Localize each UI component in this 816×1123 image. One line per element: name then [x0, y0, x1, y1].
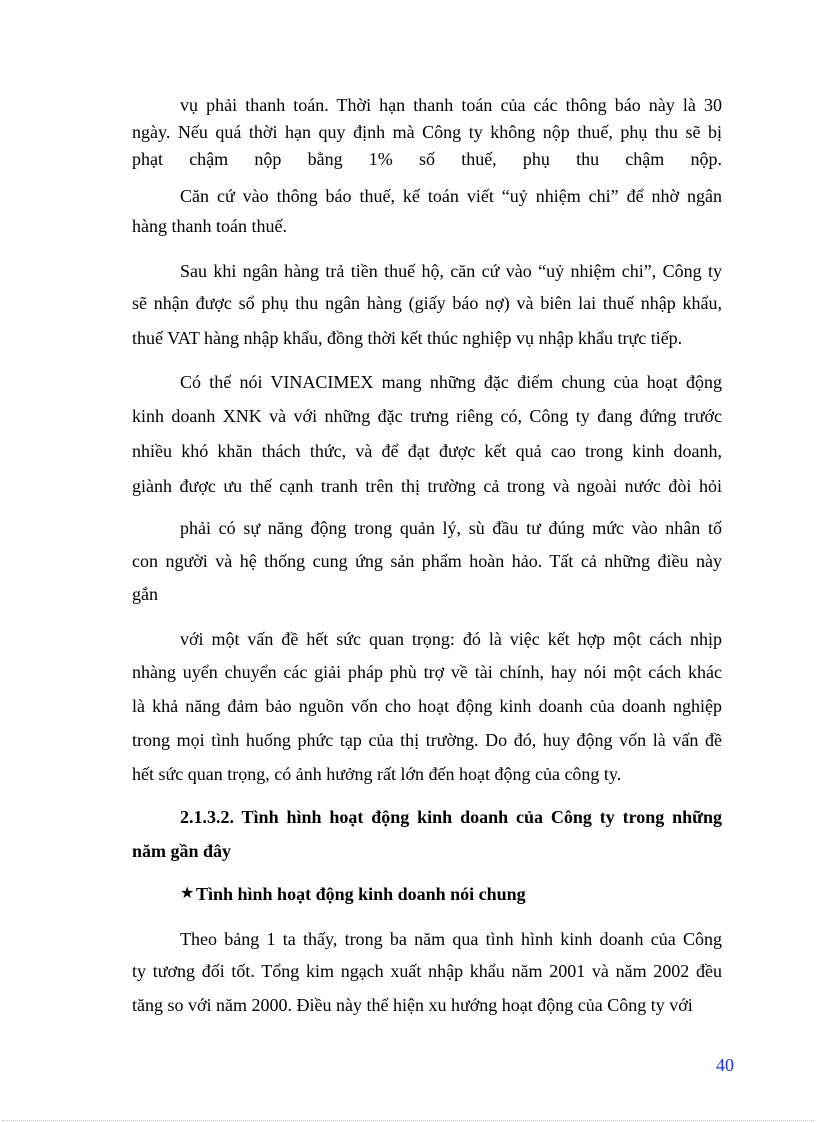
text-line: Sau khi ngân hàng trả tiền thuế hộ, căn cứ vào “uỷ nhiệm chi”, Công ty	[180, 261, 722, 281]
text-line: con người và hệ thống cung ứng sản phẩm hoàn hảo. Tất cả những điều này	[132, 551, 722, 571]
section-heading-continued: năm gần đây	[132, 841, 232, 861]
text-line: phải có sự năng động trong quản lý, sù đầu tư đúng mức vào nhân tố	[180, 518, 722, 538]
text-line: Theo bảng 1 ta thấy, trong ba năm qua tình hình kinh doanh của Công	[180, 929, 722, 949]
text-line: hết sức quan trọng, có ảnh hưởng rất lớn đến hoạt động của công ty.	[132, 764, 622, 784]
text-line: nhàng uyển chuyển các giải pháp phù trợ về tài chính, hay nói một cách khác	[132, 662, 722, 682]
section-heading: 2.1.3.2. Tình hình hoạt động kinh doanh của Công ty trong những	[180, 807, 722, 827]
text-line: kinh doanh XNK và với những đặc trưng riêng có, Công ty đang đứng trước	[132, 406, 722, 426]
text-line: nhiều khó khăn thách thức, và để đạt được kết quả cao trong kinh doanh,	[132, 441, 722, 461]
text-line: gắn	[132, 584, 158, 604]
text-line: tăng so với năm 2000. Điều này thể hiện xu hướng hoạt động của Công ty với	[132, 995, 693, 1015]
text-line: giành được ưu thế cạnh tranh trên thị trường cả trong và ngoài nước đòi hỏi	[132, 476, 722, 496]
text-line: thuế VAT hàng nhập khẩu, đồng thời kết thúc nghiệp vụ nhập khẩu trực tiếp.	[132, 328, 683, 348]
page-bottom-border	[2, 1120, 814, 1121]
star-bullet-icon: ★	[180, 885, 195, 902]
text-line: với một vấn đề hết sức quan trọng: đó là việc kết hợp một cách nhịp	[180, 629, 722, 649]
text-line: sẽ nhận được sổ phụ thu ngân hàng (giấy báo nợ) và biên lai thuế nhập khẩu,	[132, 293, 722, 313]
text-line: là khả năng đảm bảo nguồn vốn cho hoạt động kinh doanh của doanh nghiệp	[132, 696, 722, 716]
text-line: vụ phải thanh toán. Thời hạn thanh toán của các thông báo này là 30	[180, 95, 722, 115]
text-line: Có thể nói VINACIMEX mang những đặc điểm chung của hoạt động	[180, 372, 722, 392]
page-number: 40	[716, 1055, 734, 1075]
text-line: phạt chậm nộp bằng 1% số thuế, phụ thu chậm nộp.	[132, 149, 722, 169]
text-line: trong mọi tình huống phức tạp của thị trường. Do đó, huy động vốn là vấn đề	[132, 730, 722, 750]
subsection-heading: Tình hình hoạt động kinh doanh nói chung	[196, 884, 526, 904]
text-line: hàng thanh toán thuế.	[132, 216, 287, 236]
text-line: ngày. Nếu quá thời hạn quy định mà Công ty không nộp thuế, phụ thu sẽ bị	[132, 122, 722, 142]
text-line: ty tương đối tốt. Tổng kim ngạch xuất nhập khẩu năm 2001 và năm 2002 đều	[132, 961, 722, 981]
text-line: Căn cứ vào thông báo thuế, kế toán viết “uỷ nhiệm chi” để nhờ ngân	[180, 186, 722, 206]
